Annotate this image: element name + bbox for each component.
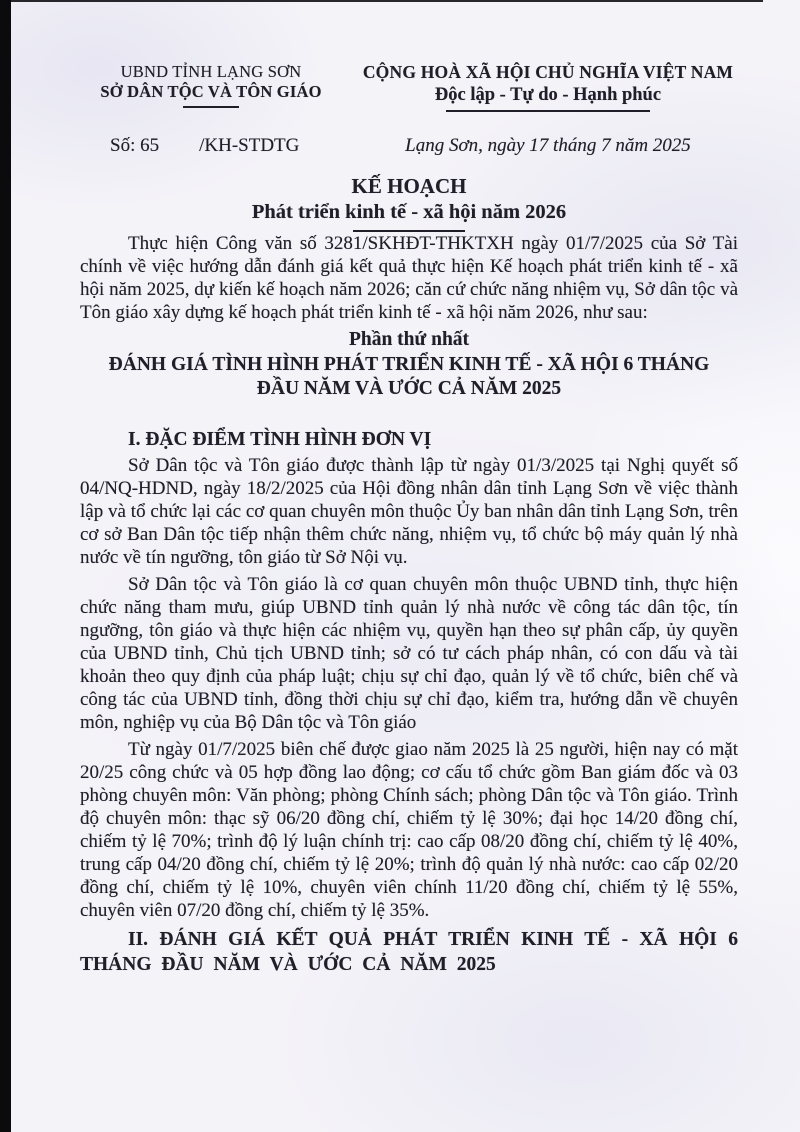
place-and-date: Lạng Sơn, ngày 17 tháng 7 năm 2025 [405,135,691,156]
agency-name: SỞ DÂN TỘC VÀ TÔN GIÁO [100,82,322,101]
part-one-heading: ĐÁNH GIÁ TÌNH HÌNH PHÁT TRIỂN KINH TẾ - XÃ HỘI 6 THÁNG ĐẦU NĂM VÀ ƯỚC CẢ NĂM 2025 [108,354,710,399]
issuing-agency-block [80,62,342,108]
document-title-block [80,174,738,232]
document-body [80,232,738,977]
body-paragraph-establishment: Sở Dân tộc và Tôn giáo được thành lập từ ngày 01/3/2025 tại Nghị quyết số 04/NQ-HDND, ngày 18/2/2025 của Hội đồng nhân dân tỉnh Lạng Sơn về việc thành lập và tổ chức lại các cơ quan chuyên môn thuộc Ủy ban nhân dân tỉnh Lạng Sơn, trên cơ sở Ban Dân tộc tiếp nhận thêm chức năng, nhiệm vụ, tổ chức bộ máy quản lý nhà nước về tín ngưỡng, tôn giáo từ Sở Nội vụ. [80,455,738,568]
document-number-suffix: /KH-STDTG [199,135,300,156]
document-number [110,135,299,157]
document-subtitle: Phát triển kinh tế - xã hội năm 2026 [251,201,567,223]
parent-agency-name: UBND TỈNH LẠNG SƠN [120,62,302,81]
national-header-block [358,62,738,112]
agency-underline [183,106,239,108]
motto-underline [446,110,650,112]
intro-paragraph: Thực hiện Công văn số 3281/SKHĐT-THKTXH ngày 01/7/2025 của Sở Tài chính về việc hướng dẫn đánh giá kết quả thực hiện Kế hoạch phát triển kinh tế - xã hội năm 2025, dự kiến kế hoạch năm 2026; căn cứ chức năng nhiệm vụ, Sở dân tộc và Tôn giáo xây dựng kế hoạch phát triển kinh tế - xã hội năm 2026, như sau: [80,233,738,323]
section-1-heading: I. ĐẶC ĐIỂM TÌNH HÌNH ĐƠN VỊ [128,429,432,450]
document-meta-row [80,135,738,157]
section-2-heading: II. ĐÁNH GIÁ KẾT QUẢ PHÁT TRIỂN KINH TẾ - XÃ HỘI 6 THÁNG ĐẦU NĂM VÀ ƯỚC CẢ NĂM 2025 [80,929,738,975]
part-one-label: Phần thứ nhất [348,329,470,350]
body-paragraph-staffing: Từ ngày 01/7/2025 biên chế được giao năm 2025 là 25 người, hiện nay có mặt 20/25 công chức và 05 hợp đồng lao động; cơ cấu tổ chức gồm Ban giám đốc và 03 phòng chuyên môn: Văn phòng; phòng Chính sách; phòng Dân tộc và Tôn giáo. Trình độ chuyên môn: thạc sỹ 06/20 đồng chí, chiếm tỷ lệ 30%; đại học 14/20 đồng chí, chiếm tỷ lệ 70%; trình độ lý luận chính trị: cao cấp 08/20 đồng chí, chiếm tỷ lệ 40%, trung cấp 04/20 đồng chí, chiếm tỷ lệ 20%; trình độ quản lý nhà nước: cao cấp 02/20 đồng chí, chiếm tỷ lệ 10%, chuyên viên chính 11/20 đồng chí, chiếm tỷ lệ 55%, chuyên viên 07/20 đồng chí, chiếm tỷ lệ 35%. [80,739,738,921]
document-number-label: Số: 65 [110,135,160,156]
document-title: KẾ HOẠCH [351,174,467,198]
country-name: CỘNG HOÀ XÃ HỘI CHỦ NGHĨA VIỆT NAM [362,62,734,82]
national-motto: Độc lập - Tự do - Hạnh phúc [434,85,662,105]
document-header [80,62,738,112]
body-paragraph-functions: Sở Dân tộc và Tôn giáo là cơ quan chuyên môn thuộc UBND tỉnh, thực hiện chức năng tham mưu, giúp UBND tỉnh quản lý nhà nước về công tác dân tộc, tín ngưỡng, tôn giáo và thực hiện các nhiệm vụ, quyền hạn theo sự phân cấp, ủy quyền của UBND tỉnh, Chủ tịch UBND tỉnh; sở có tư cách pháp nhân, có con dấu và tài khoản theo quy định của pháp luật; chịu sự chỉ đạo, quản lý về tổ chức, biên chế và công tác của UBND tỉnh, đồng thời chịu sự chỉ đạo, kiểm tra, hướng dẫn về chuyên môn, nghiệp vụ của Bộ Dân tộc và Tôn giáo [80,574,738,733]
